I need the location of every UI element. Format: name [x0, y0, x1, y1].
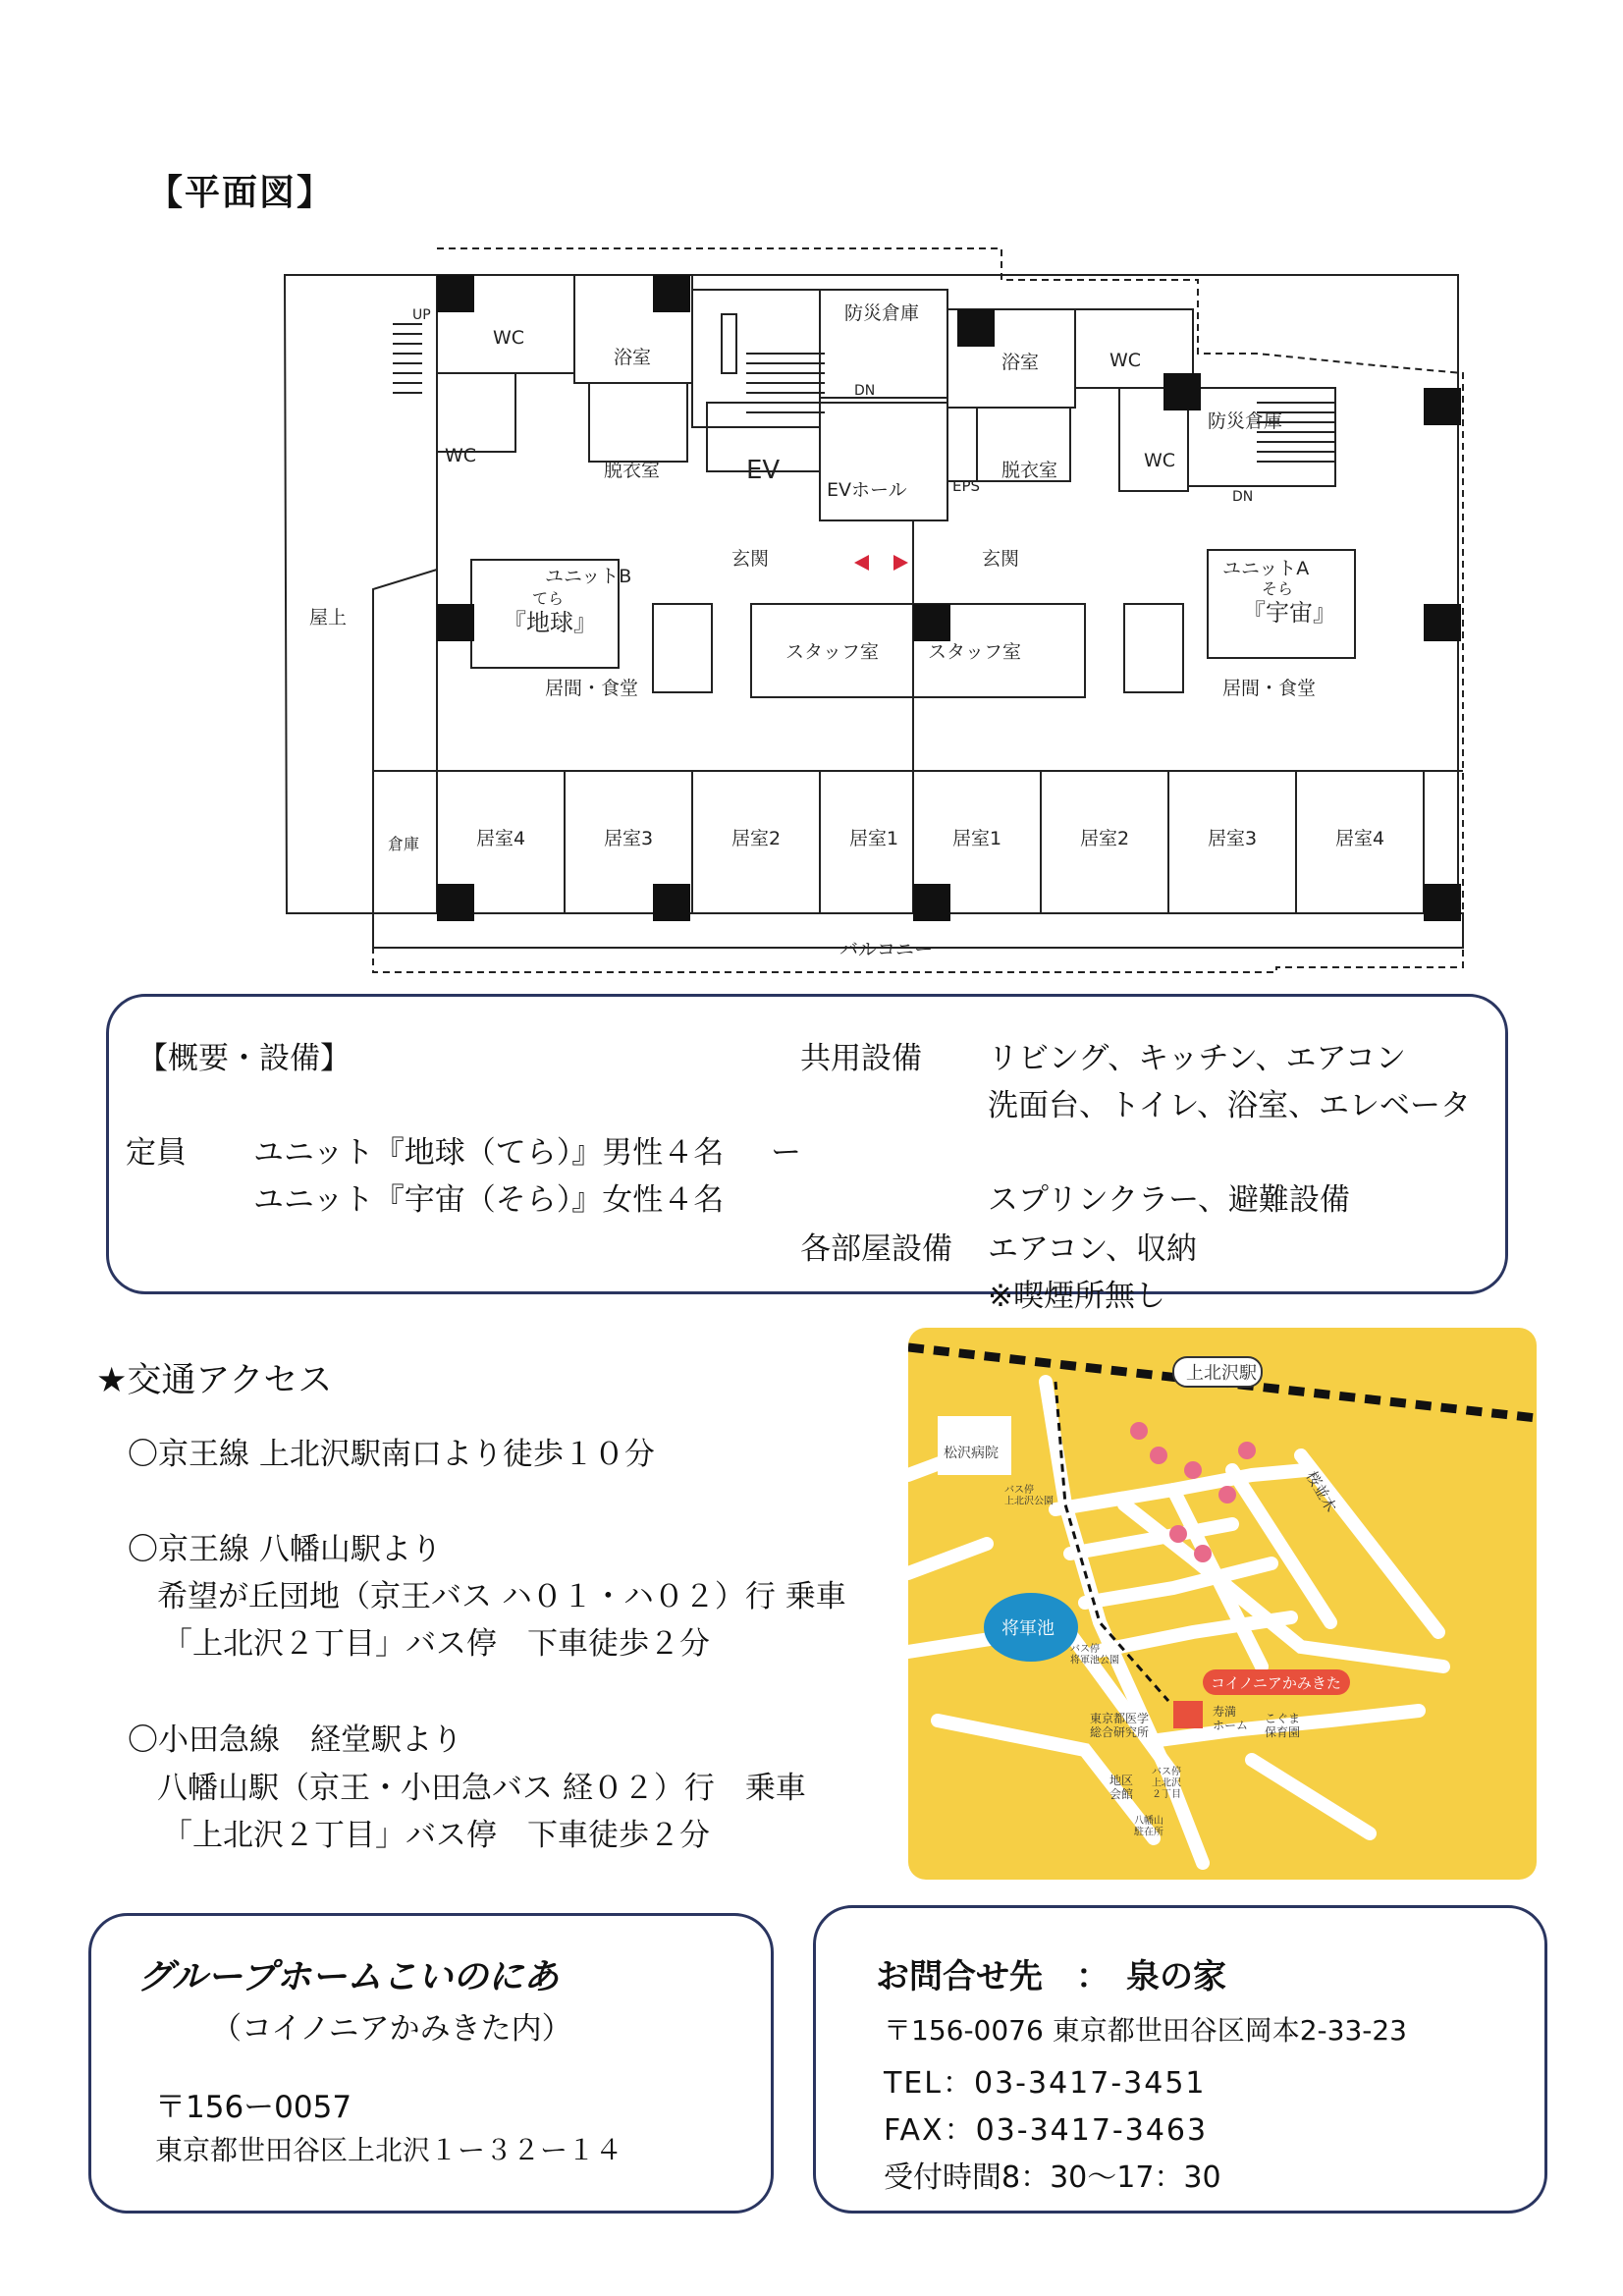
dash: ー	[771, 1135, 801, 1171]
ev-hall-label: EVホール	[827, 479, 907, 501]
sakura-label: 桜並木	[1302, 1468, 1340, 1515]
room4-left: 居室4	[476, 828, 526, 849]
unit-a-reading: そら	[1262, 579, 1294, 598]
contact-fax: FAX：03-3417-3463	[884, 2113, 1209, 2148]
pond-label: 将軍池	[1001, 1618, 1055, 1639]
staff-room-label-right: スタッフ室	[928, 641, 1022, 663]
access-line-3: 希望が丘団地（京王バス ハ０１・ハ０２）行 乗車	[157, 1579, 846, 1614]
living-label-right: 居間・食堂	[1222, 678, 1317, 699]
disaster-storage-label-right: 防災倉庫	[1208, 410, 1283, 432]
access-line-4: 「上北沢２丁目」バス停 下車徒歩２分	[162, 1626, 710, 1662]
wc-label-3: WC	[1144, 450, 1176, 471]
access-line-2: 〇京王線 八幡山駅より	[128, 1532, 442, 1567]
bath-label: 浴室	[614, 347, 652, 368]
bus-stop-2chome-label: バス停上北沢２丁目	[1152, 1767, 1181, 1800]
ev-label: EV	[746, 456, 781, 485]
shared-line-3: スプリンクラー、避難設備	[988, 1182, 1350, 1218]
room2-left: 居室2	[731, 828, 782, 849]
disaster-storage-label: 防災倉庫	[844, 302, 920, 324]
access-line-1: 〇京王線 上北沢駅南口より徒歩１０分	[128, 1437, 655, 1472]
destination-label: コイノニアかみきた	[1211, 1674, 1341, 1692]
rojin-label: 寿満ホーム	[1213, 1705, 1249, 1732]
dn-label-right: DN	[1232, 489, 1254, 505]
access-map	[908, 1328, 1537, 1880]
living-label: 居間・食堂	[545, 678, 639, 699]
entrance-label-right: 玄関	[982, 548, 1020, 570]
changing-label: 脱衣室	[604, 460, 661, 481]
unit-a-name: 『宇宙』	[1242, 599, 1336, 627]
hall-label: 地区会館	[1109, 1774, 1134, 1801]
wc-label-2: WC	[445, 445, 477, 466]
access-line-6: 八幡山駅（京王・小田急バス 経０２）行 乗車	[157, 1771, 806, 1806]
room1-left: 居室1	[849, 828, 899, 849]
contact-title: お問合せ先 ： 泉の家	[876, 1957, 1226, 1996]
contact-hours: 受付時間8：30〜17：30	[884, 2160, 1221, 2195]
wc-label: WC	[493, 327, 525, 349]
nursery-label: こぐま保育園	[1265, 1712, 1301, 1739]
eps-label: EPS	[952, 477, 981, 495]
access-line-5: 〇小田急線 経堂駅より	[128, 1722, 462, 1758]
dn-label: DN	[854, 383, 876, 399]
page-heading: 【平面図】	[147, 173, 335, 213]
room4-right: 居室4	[1335, 828, 1385, 849]
staff-room-label: スタッフ室	[785, 641, 880, 663]
unit-a-label: ユニットA	[1222, 558, 1310, 579]
unit-b-reading: てら	[532, 589, 565, 608]
institute-label: 東京都医学総合研究所	[1090, 1712, 1150, 1739]
wc-label-right: WC	[1109, 350, 1142, 371]
access-line-7: 「上北沢２丁目」バス停 下車徒歩２分	[162, 1818, 710, 1853]
grouphome-address: 東京都世田谷区上北沢１ー３２ー１４	[155, 2134, 623, 2166]
grouphome-sub: （コイノニアかみきた内）	[211, 2011, 572, 2047]
shared-label: 共用設備	[800, 1041, 922, 1076]
shared-line-1: リビング、キッチン、エアコン	[988, 1041, 1406, 1076]
storage-label: 倉庫	[388, 835, 420, 853]
grouphome-name: グループホームこいのにあ	[137, 1957, 560, 1997]
unit-b-name: 『地球』	[503, 609, 597, 636]
room-label: 各部屋設備	[800, 1231, 952, 1267]
shared-line-2: 洗面台、トイレ、浴室、エレベータ	[988, 1088, 1471, 1123]
bus-stop-park-label: バス停上北沢公園	[1004, 1485, 1054, 1507]
room-line-1: エアコン、収納	[988, 1231, 1197, 1267]
capacity-label: 定員	[126, 1135, 187, 1171]
police-label: 八幡山駐在所	[1134, 1816, 1163, 1838]
grouphome-postal: 〒156ー0057	[155, 2090, 352, 2125]
bus-stop-pond-label: バス停将軍池公園	[1070, 1644, 1119, 1667]
hospital-label: 松沢病院	[944, 1446, 999, 1461]
overview-title: 【概要・設備】	[137, 1041, 351, 1076]
balcony-label: バルコニー	[839, 939, 934, 960]
contact-tel: TEL：03-3417-3451	[884, 2066, 1207, 2101]
unit-line-2: ユニット『宇宙（そら）』女性４名	[253, 1182, 725, 1218]
changing-label-right: 脱衣室	[1001, 460, 1058, 481]
entrance-label: 玄関	[731, 548, 770, 570]
up-label: UP	[412, 307, 431, 323]
contact-address: 〒156-0076 東京都世田谷区岡本2-33-23	[884, 2014, 1407, 2047]
room1-right: 居室1	[952, 828, 1002, 849]
floor-plan	[275, 236, 1478, 982]
access-title: ★交通アクセス	[96, 1361, 333, 1400]
room2-right: 居室2	[1080, 828, 1130, 849]
room3-right: 居室3	[1208, 828, 1258, 849]
station-label: 上北沢駅	[1186, 1363, 1257, 1384]
room3-left: 居室3	[604, 828, 654, 849]
room-line-2: ※喫煙所無し	[988, 1279, 1165, 1314]
bath-label-right: 浴室	[1001, 352, 1040, 373]
rooftop-label: 屋上	[309, 607, 348, 629]
unit-b-label: ユニットB	[545, 566, 632, 587]
unit-line-1: ユニット『地球（てら）』男性４名	[253, 1135, 725, 1171]
